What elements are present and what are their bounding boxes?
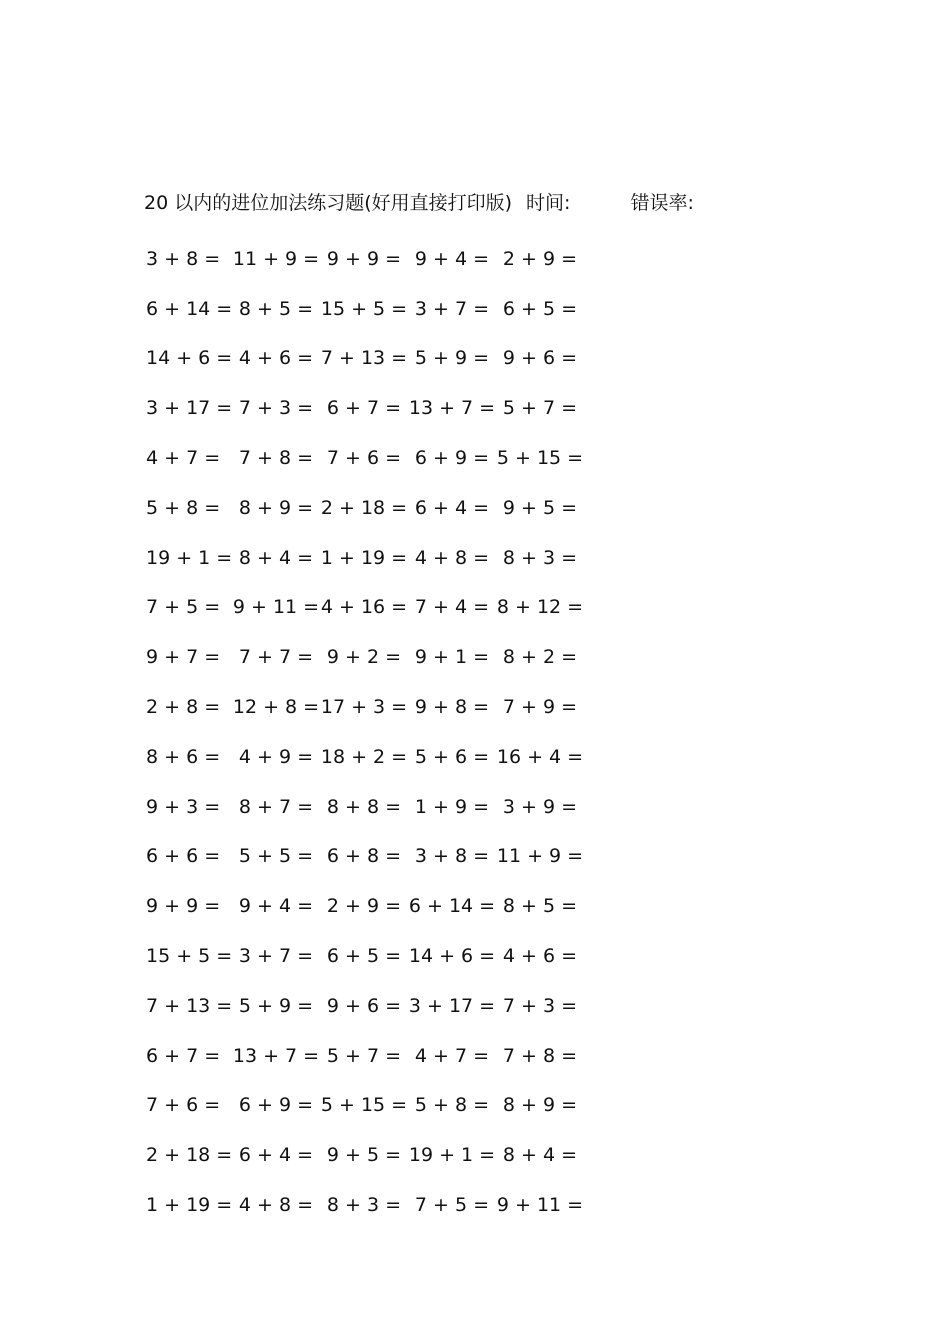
addition-problem: 9 + 9 = bbox=[326, 247, 402, 270]
addition-problem: 6 + 14 = bbox=[408, 895, 496, 918]
addition-problem: 2 + 8 = bbox=[146, 696, 221, 719]
addition-problem: 5 + 7 = bbox=[502, 397, 578, 420]
addition-problem: 9 + 11 = bbox=[496, 1194, 584, 1217]
worksheet-header bbox=[144, 186, 694, 216]
problem-row bbox=[144, 782, 584, 832]
addition-problem: 7 + 4 = bbox=[414, 596, 490, 619]
addition-problem: 1 + 9 = bbox=[414, 795, 490, 818]
addition-problem: 6 + 7 = bbox=[146, 1044, 221, 1067]
addition-problem: 8 + 9 = bbox=[238, 496, 314, 519]
addition-problem: 5 + 8 = bbox=[414, 1094, 490, 1117]
problem-row bbox=[144, 881, 584, 931]
addition-problem: 6 + 8 = bbox=[326, 845, 402, 868]
addition-problem: 5 + 15 = bbox=[496, 447, 584, 470]
problem-row bbox=[144, 1130, 584, 1180]
addition-problem: 4 + 6 = bbox=[238, 347, 314, 370]
addition-problem: 12 + 8 = bbox=[232, 696, 320, 719]
addition-problem: 4 + 6 = bbox=[502, 945, 578, 968]
addition-problem: 6 + 5 = bbox=[502, 297, 578, 320]
addition-problem: 3 + 8 = bbox=[146, 247, 221, 270]
problem-row bbox=[144, 682, 584, 732]
problem-row bbox=[144, 1180, 584, 1230]
problem-row bbox=[144, 832, 584, 882]
addition-problem: 9 + 4 = bbox=[414, 247, 490, 270]
addition-problem: 7 + 5 = bbox=[414, 1194, 490, 1217]
addition-problem: 9 + 2 = bbox=[326, 646, 402, 669]
problem-row bbox=[144, 433, 584, 483]
addition-problem: 9 + 1 = bbox=[414, 646, 490, 669]
addition-problem: 3 + 7 = bbox=[414, 297, 490, 320]
addition-problem: 4 + 8 = bbox=[414, 546, 490, 569]
addition-problem: 5 + 9 = bbox=[238, 994, 314, 1017]
addition-problem: 8 + 4 = bbox=[502, 1144, 578, 1167]
addition-problem: 14 + 6 = bbox=[408, 945, 496, 968]
problem-row bbox=[144, 234, 584, 284]
addition-problem: 6 + 9 = bbox=[414, 447, 490, 470]
addition-problem: 7 + 3 = bbox=[502, 994, 578, 1017]
addition-problem: 9 + 9 = bbox=[146, 895, 221, 918]
addition-problem: 5 + 15 = bbox=[320, 1094, 408, 1117]
addition-problem: 8 + 7 = bbox=[238, 795, 314, 818]
addition-problem: 4 + 16 = bbox=[320, 596, 408, 619]
addition-problem: 5 + 7 = bbox=[326, 1044, 402, 1067]
addition-problem: 8 + 8 = bbox=[326, 795, 402, 818]
addition-problem: 8 + 3 = bbox=[502, 546, 578, 569]
addition-problem: 5 + 6 = bbox=[414, 745, 490, 768]
addition-problem: 9 + 11 = bbox=[232, 596, 320, 619]
addition-problem: 11 + 9 = bbox=[496, 845, 584, 868]
addition-problem: 7 + 6 = bbox=[146, 1094, 221, 1117]
addition-problem: 5 + 9 = bbox=[414, 347, 490, 370]
addition-problem: 19 + 1 = bbox=[146, 546, 233, 569]
addition-problem: 8 + 12 = bbox=[496, 596, 584, 619]
addition-problem: 8 + 4 = bbox=[238, 546, 314, 569]
addition-problem: 7 + 8 = bbox=[502, 1044, 578, 1067]
addition-problem: 3 + 17 = bbox=[146, 397, 233, 420]
problem-row bbox=[144, 1031, 584, 1081]
addition-problem: 7 + 6 = bbox=[326, 447, 402, 470]
problem-grid bbox=[144, 234, 584, 1230]
error-rate-label: 错误率: bbox=[630, 191, 694, 214]
addition-problem: 8 + 6 = bbox=[146, 745, 221, 768]
addition-problem: 9 + 8 = bbox=[414, 696, 490, 719]
addition-problem: 7 + 5 = bbox=[146, 596, 221, 619]
addition-problem: 8 + 3 = bbox=[326, 1194, 402, 1217]
addition-problem: 18 + 2 = bbox=[320, 745, 408, 768]
problem-row bbox=[144, 483, 584, 533]
addition-problem: 14 + 6 = bbox=[146, 347, 233, 370]
problem-row bbox=[144, 1081, 584, 1131]
problem-row bbox=[144, 981, 584, 1031]
addition-problem: 8 + 2 = bbox=[502, 646, 578, 669]
addition-problem: 7 + 3 = bbox=[238, 397, 314, 420]
addition-problem: 9 + 3 = bbox=[146, 795, 221, 818]
addition-problem: 19 + 1 = bbox=[408, 1144, 496, 1167]
problem-row bbox=[144, 383, 584, 433]
addition-problem: 9 + 7 = bbox=[146, 646, 221, 669]
addition-problem: 5 + 8 = bbox=[146, 496, 221, 519]
addition-problem: 3 + 8 = bbox=[414, 845, 490, 868]
problem-row bbox=[144, 334, 584, 384]
addition-problem: 9 + 6 = bbox=[502, 347, 578, 370]
addition-problem: 3 + 17 = bbox=[408, 994, 496, 1017]
addition-problem: 1 + 19 = bbox=[320, 546, 408, 569]
addition-problem: 2 + 9 = bbox=[326, 895, 402, 918]
addition-problem: 3 + 9 = bbox=[502, 795, 578, 818]
addition-problem: 17 + 3 = bbox=[320, 696, 408, 719]
addition-problem: 16 + 4 = bbox=[496, 745, 584, 768]
addition-problem: 15 + 5 = bbox=[320, 297, 408, 320]
addition-problem: 6 + 7 = bbox=[326, 397, 402, 420]
addition-problem: 2 + 18 = bbox=[146, 1144, 233, 1167]
addition-problem: 13 + 7 = bbox=[232, 1044, 320, 1067]
addition-problem: 7 + 8 = bbox=[238, 447, 314, 470]
problem-row bbox=[144, 533, 584, 583]
addition-problem: 7 + 13 = bbox=[320, 347, 408, 370]
addition-problem: 15 + 5 = bbox=[146, 945, 233, 968]
addition-problem: 9 + 6 = bbox=[326, 994, 402, 1017]
addition-problem: 9 + 5 = bbox=[502, 496, 578, 519]
addition-problem: 6 + 6 = bbox=[146, 845, 221, 868]
addition-problem: 3 + 7 = bbox=[238, 945, 314, 968]
addition-problem: 4 + 7 = bbox=[146, 447, 221, 470]
addition-problem: 6 + 4 = bbox=[238, 1144, 314, 1167]
addition-problem: 8 + 9 = bbox=[502, 1094, 578, 1117]
addition-problem: 7 + 9 = bbox=[502, 696, 578, 719]
addition-problem: 4 + 8 = bbox=[238, 1194, 314, 1217]
problem-row bbox=[144, 284, 584, 334]
addition-problem: 1 + 19 = bbox=[146, 1194, 233, 1217]
addition-problem: 8 + 5 = bbox=[502, 895, 578, 918]
problem-row bbox=[144, 931, 584, 981]
problem-row bbox=[144, 632, 584, 682]
addition-problem: 9 + 5 = bbox=[326, 1144, 402, 1167]
addition-problem: 13 + 7 = bbox=[408, 397, 496, 420]
addition-problem: 2 + 9 = bbox=[502, 247, 578, 270]
worksheet-title: 20 以内的进位加法练习题(好用直接打印版) bbox=[144, 191, 513, 214]
addition-problem: 8 + 5 = bbox=[238, 297, 314, 320]
addition-problem: 6 + 14 = bbox=[146, 297, 233, 320]
addition-problem: 2 + 18 = bbox=[320, 496, 408, 519]
addition-problem: 6 + 9 = bbox=[238, 1094, 314, 1117]
addition-problem: 4 + 7 = bbox=[414, 1044, 490, 1067]
addition-problem: 5 + 5 = bbox=[238, 845, 314, 868]
addition-problem: 11 + 9 = bbox=[232, 247, 320, 270]
addition-problem: 6 + 4 = bbox=[414, 496, 490, 519]
addition-problem: 7 + 13 = bbox=[146, 994, 233, 1017]
time-label: 时间: bbox=[526, 191, 571, 214]
addition-problem: 7 + 7 = bbox=[238, 646, 314, 669]
addition-problem: 6 + 5 = bbox=[326, 945, 402, 968]
addition-problem: 4 + 9 = bbox=[238, 745, 314, 768]
addition-problem: 9 + 4 = bbox=[238, 895, 314, 918]
problem-row bbox=[144, 732, 584, 782]
problem-row bbox=[144, 583, 584, 633]
